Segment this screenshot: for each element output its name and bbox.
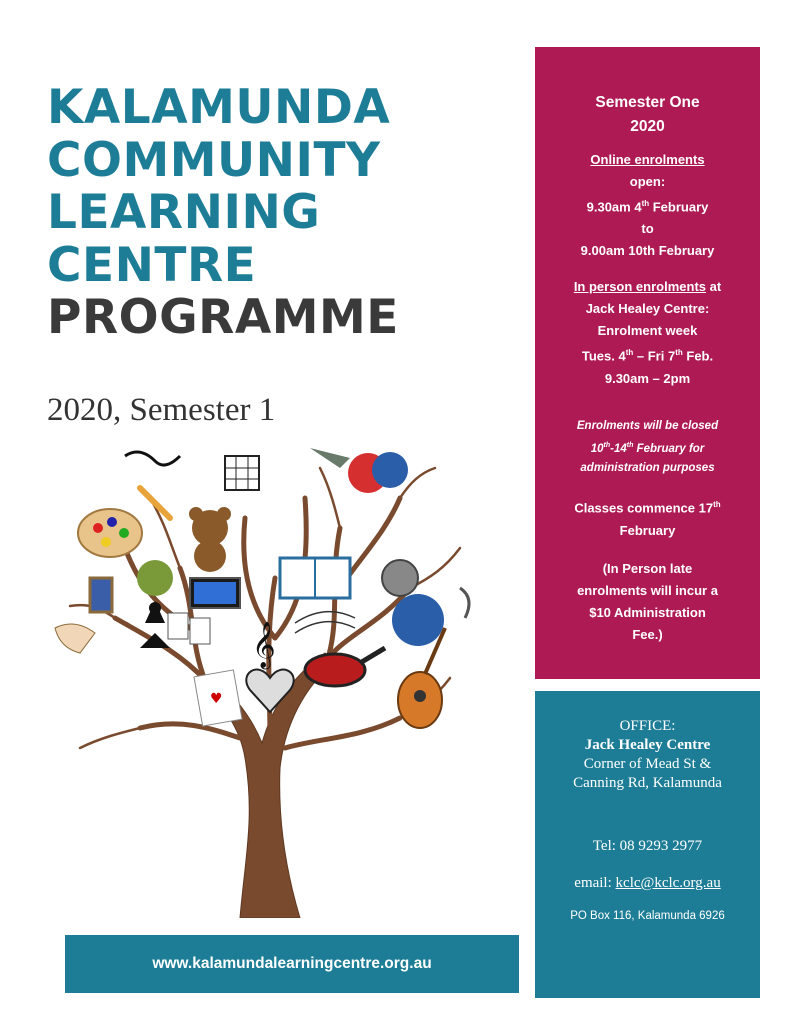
- svg-text:♥: ♥: [210, 691, 223, 707]
- semester-subtitle: 2020, Semester 1: [47, 392, 276, 428]
- svg-text:𝄞: 𝄞: [252, 622, 276, 668]
- programme-title: [47, 82, 399, 345]
- website-url[interactable]: www.kalamundalearningcentre.org.au: [152, 955, 432, 972]
- title-line-1: KALAMUNDA: [47, 80, 391, 135]
- office-phone: Tel: 08 9293 2977: [592, 838, 703, 854]
- office-address: OFFICE: Jack Healey Centre Corner of Mead St & Canning Rd, Kalamunda: [573, 718, 722, 791]
- late-fee-notice: (In Person late enrolments will incur a $10 Administration Fee.): [577, 560, 718, 642]
- office-email: email: kclc@kclc.org.au: [574, 875, 721, 891]
- website-banner[interactable]: [65, 935, 519, 993]
- classes-commence: Classes commence 17th February: [574, 500, 721, 538]
- title-line-5: PROGRAMME: [47, 290, 399, 345]
- title-line-3: LEARNING: [47, 185, 321, 240]
- po-box: PO Box 116, Kalamunda 6926: [570, 910, 725, 922]
- online-enrolments: Online enrolments open: 9.30am 4th February to 9.00am 10th February: [580, 152, 715, 259]
- semester-heading: Semester One 2020: [595, 94, 700, 135]
- enrolment-info-panel: [535, 47, 760, 679]
- email-link[interactable]: kclc@kclc.org.au: [615, 875, 721, 891]
- closed-notice: Enrolments will be closed 10th-14th February for administration purposes: [576, 419, 719, 475]
- in-person-enrolments: In person enrolments at Jack Healey Centre: Enrolment week Tues. 4th – Fri 7th Feb. 9.30am – 2pm: [573, 279, 722, 386]
- office-contact-panel: [535, 691, 760, 998]
- activity-tree-illustration: [40, 438, 490, 918]
- title-line-2: COMMUNITY: [47, 132, 381, 188]
- title-line-4: CENTRE: [47, 237, 257, 293]
